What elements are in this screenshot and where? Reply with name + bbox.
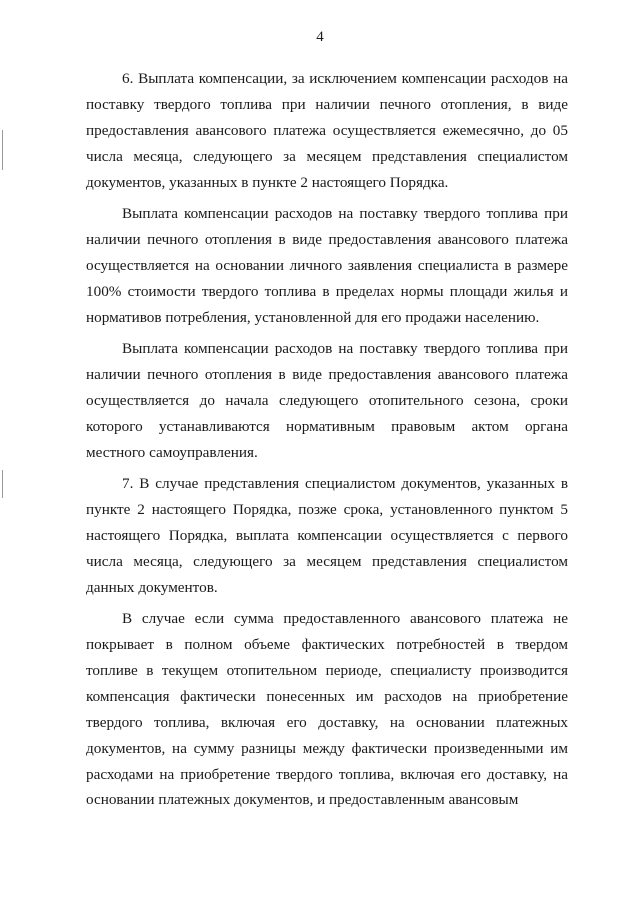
left-edge-scan-mark-lower	[2, 470, 3, 498]
paragraph-7: 7. В случае представления специалистом документов, указанных в пункте 2 настоящего Порядка, позже срока, установленного пунктом 5 настоящего Порядка, выплата компенсации осуществляется с первого числа месяца, следующего за месяцем представления специалистом данных документов.	[86, 475, 568, 596]
paragraph-advance-deadline: Выплата компенсации расходов на поставку твердого топлива при наличии печного отопления в виде предоставления авансового платежа осуществляется до начала следующего отопительного сезона, сроки которого устанавливаются нормативным правовым актом органа местного самоуправления.	[86, 340, 568, 461]
paragraph-6: 6. Выплата компенсации, за исключением компенсации расходов на поставку твердого топлива при наличии печного отопления, в виде предоставления авансового платежа осуществляется ежемесячно, до 05 числа месяца, следующего за месяцем представления специалистом документов, указанных в пункте 2 настоящего Порядка.	[86, 70, 568, 191]
page-number: 4	[316, 29, 324, 45]
paragraph-advance-basis: Выплата компенсации расходов на поставку твердого топлива при наличии печного отопления в виде предоставления авансового платежа осуществляется на основании личного заявления специалиста в размере 100% стоимости твердого топлива в пределах нормы площади жилья и нормативов потребления, установленной для его продажи населению.	[86, 205, 568, 326]
paragraph-shortfall-compensation: В случае если сумма предоставленного авансового платежа не покрывает в полном объеме фактических потребностей в твердом топливе в текущем отопительном периоде, специалисту производится компенсация фактически понесенных им расходов на приобретение твердого топлива, включая его доставку, на основании платежных документов, на сумму разницы между фактически произведенными им расходами на приобретение твердого топлива, включая его доставку, на основании платежных документов, и предоставленным авансовым	[86, 610, 568, 809]
document-body	[86, 66, 568, 819]
left-edge-scan-mark	[2, 130, 3, 170]
